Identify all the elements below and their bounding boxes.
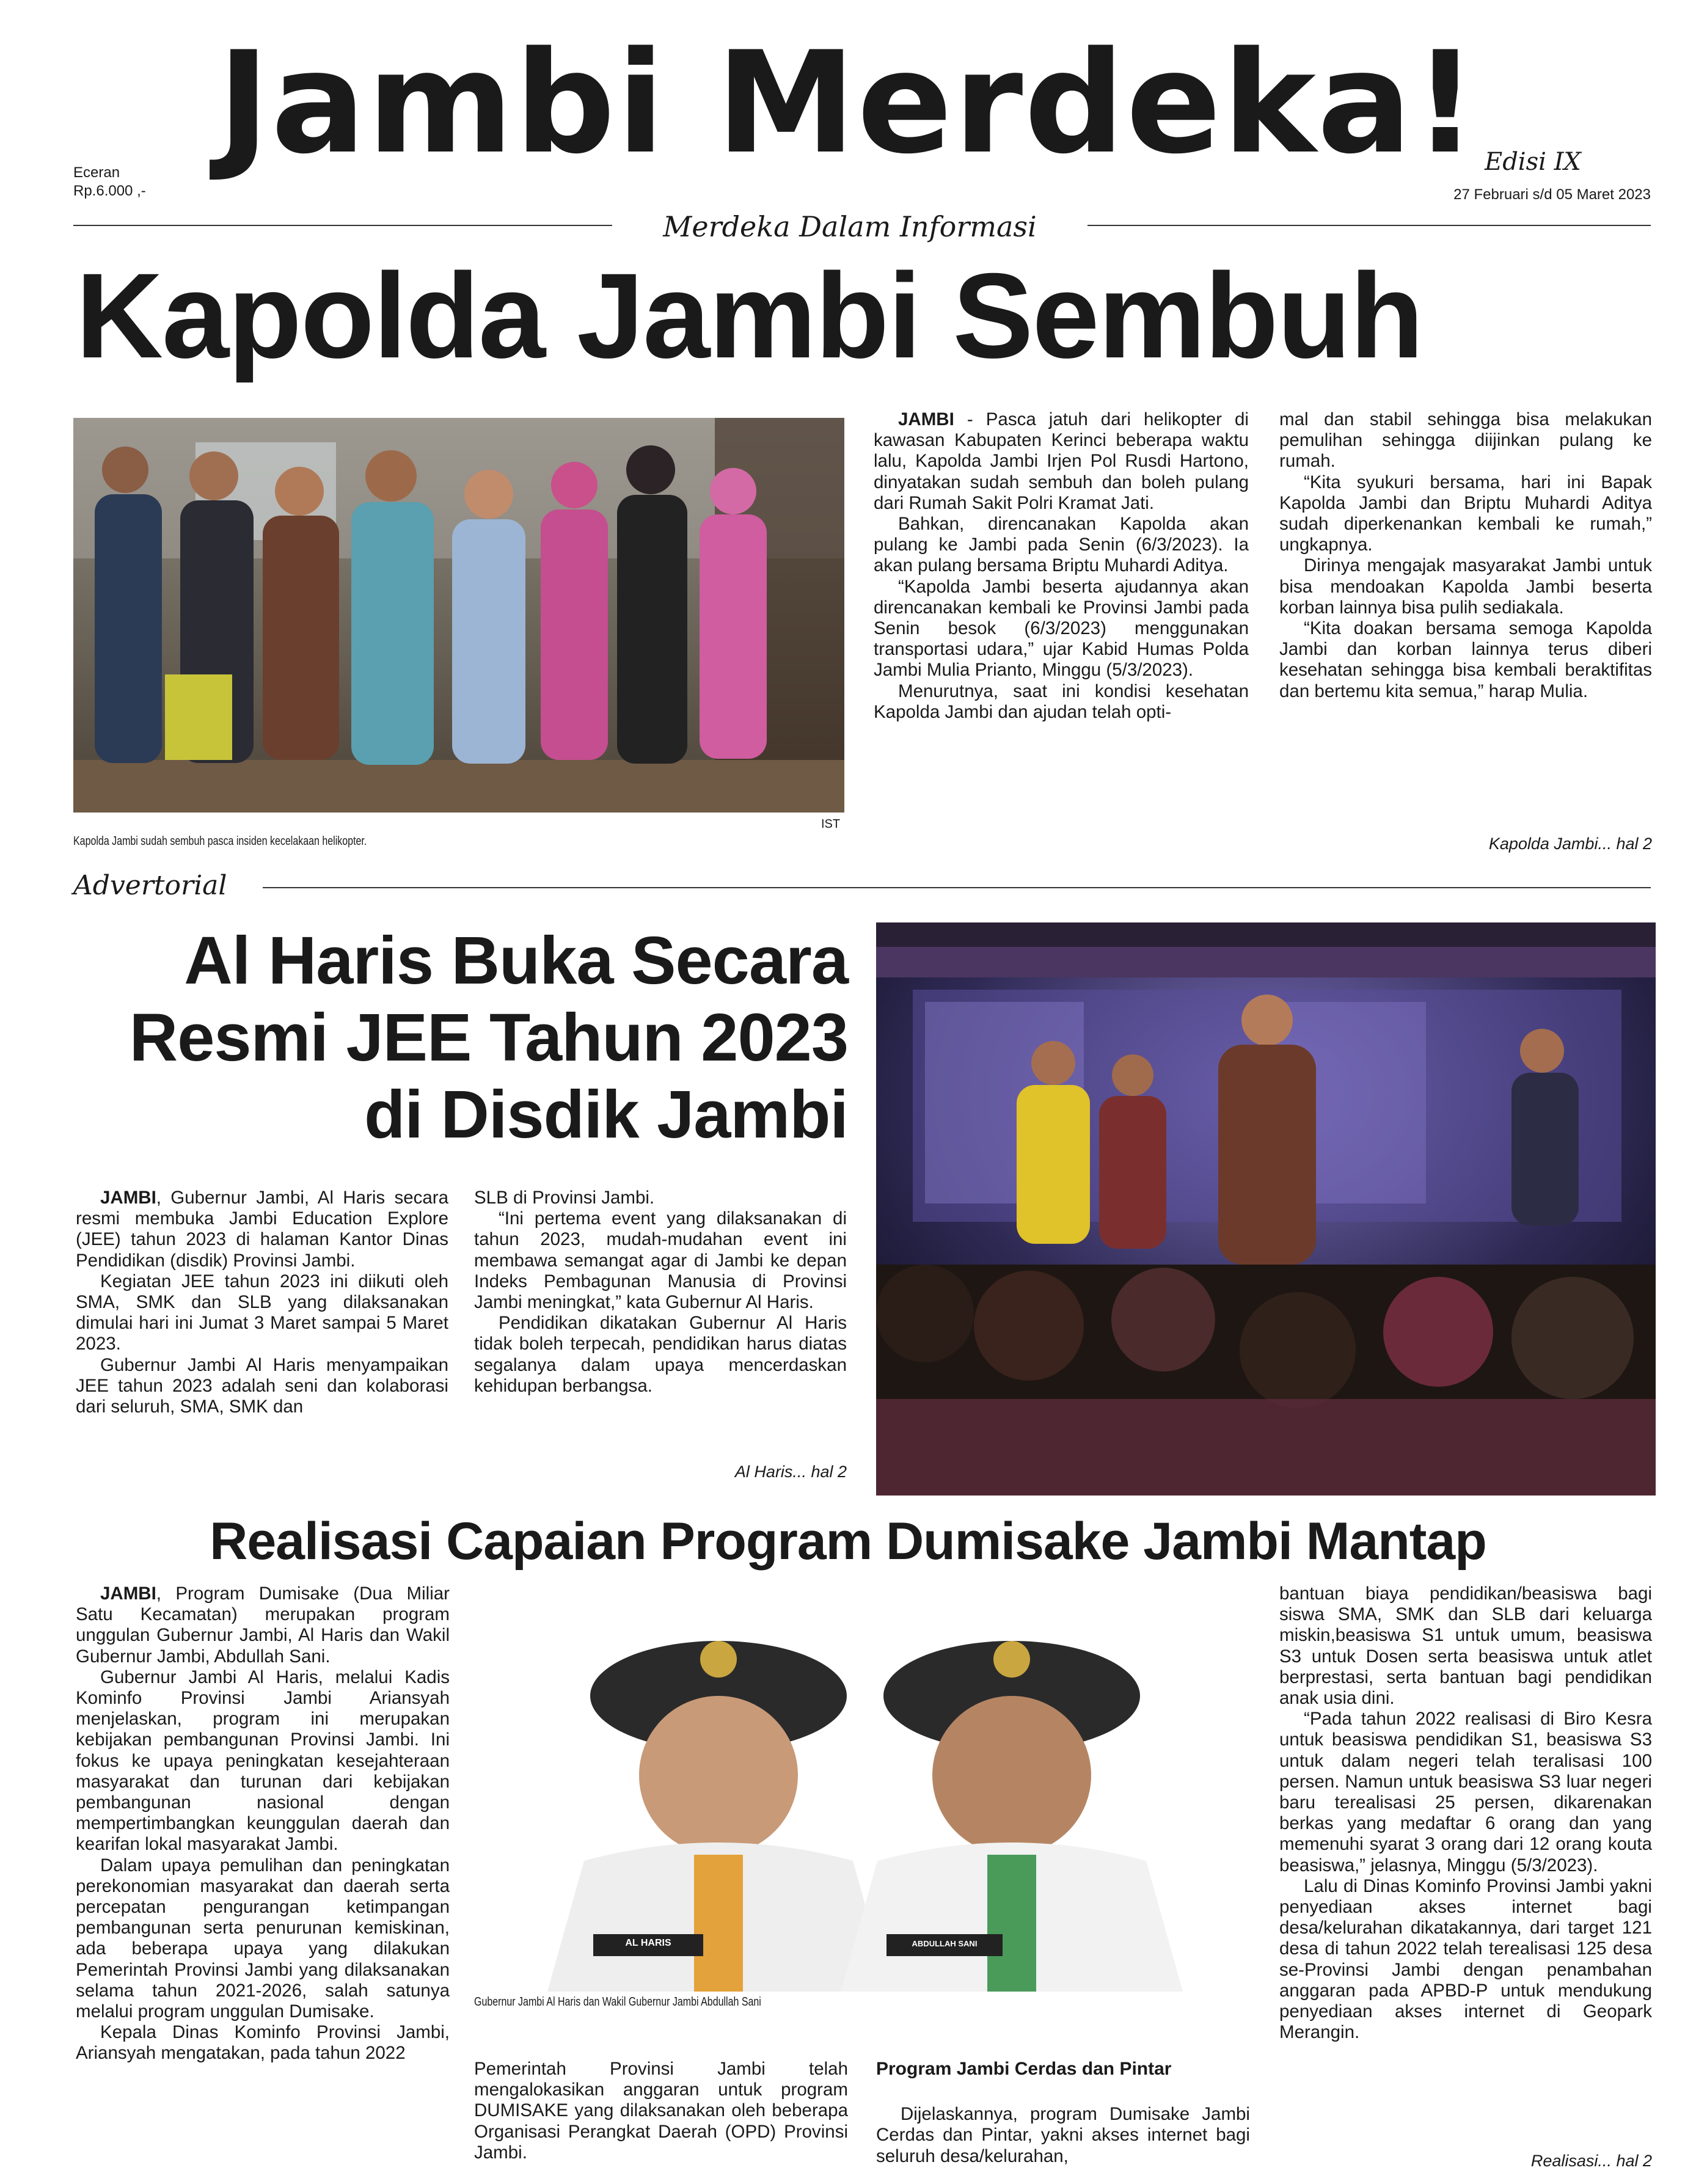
story2-headline: [73, 922, 848, 1153]
story1-col2-p4: “Kita doakan bersama semoga Kapolda Jambi dan korban lainnya terus diberi kesehatan sehingga bisa kembali beraktifitas dan bertemu kita semua,” harap Mulia.: [1279, 618, 1652, 701]
story3-col2-p1: Pemerintah Provinsi Jambi telah mengalokasikan anggaran untuk program DUMISAKE yang dilaksanakan oleh beberapa Organisasi Perangkat Daerah (OPD) Provinsi Jambi.: [474, 2059, 848, 2163]
story3-subhead: Program Jambi Cerdas dan Pintar: [876, 2059, 1172, 2079]
story1-col1-p1: - Pasca jatuh dari helikopter di kawasan Kabupaten Kerinci beberapa waktu lalu, Kapolda Jambi Irjen Pol Rusdi Hartono, dinyatakan sudah sembuh dan boleh pulang dari Rumah Sakit Polri Kramat Jati.: [874, 409, 1249, 513]
story2-col2-p3: Pendidikan dikatakan Gubernur Al Haris tidak boleh terpecah, pendidikan harus diatas segalanya dalam upaya mencerdaskan kehidupan berbangsa.: [474, 1313, 847, 1396]
story1-col2: [1279, 409, 1652, 702]
story2-dateline: JAMBI: [100, 1188, 156, 1208]
story2-continued: Al Haris... hal 2: [734, 1463, 847, 1481]
date-range: 27 Februari s/d 05 Maret 2023: [1453, 186, 1651, 203]
story2-photo: [876, 922, 1656, 1496]
officials-portrait-illustration: [474, 1592, 1250, 1992]
story3-photo-caption: Gubernur Jambi Al Haris dan Wakil Gubernur Jambi Abdullah Sani: [474, 1995, 761, 2009]
story3-col1-p4: Kepala Dinas Kominfo Provinsi Jambi, Ariansyah mengatakan, pada tahun 2022: [76, 2022, 450, 2064]
group-photo-illustration: [73, 418, 844, 813]
story1-col2-p3: Dirinya mengajak masyarakat Jambi untuk bisa mendoakan Kapolda Jambi beserta korban lainnya bisa pulih sediakala.: [1279, 555, 1652, 618]
story3-photo: [474, 1592, 1250, 1992]
story3-col3: [876, 2059, 1250, 2167]
story3-col4: [1279, 1583, 1652, 2043]
story1-col1-p4: Menurutnya, saat ini kondisi kesehatan Kapolda Jambi dan ajudan telah opti-: [874, 681, 1249, 722]
story2-col2-p2: “Ini pertema event yang dilaksanakan di tahun 2023, mudah-mudahan event ini membawa semangat agar di Jambi ke depan Indeks Pembagunan Manusia di Provinsi Jambi meningkat,” kata Gubernur Al Haris.: [474, 1208, 847, 1313]
story1-photo-caption: Kapolda Jambi sudah sembuh pasca insiden kecelakaan helikopter.: [73, 835, 367, 848]
story3-col1-p1: , Program Dumisake (Dua Miliar Satu Kecamatan) merupakan program unggulan Gubernur Jambi, Al Haris dan Wakil Gubernur Jambi, Abdullah Sani.: [76, 1583, 450, 1667]
section-rule: [263, 887, 1651, 888]
story3-col4-p1: bantuan biaya pendidikan/beasiswa bagi siswa SMA, SMK dan SLB dari keluarga miskin,beasiswa S1 untuk umum, beasiswa S3 untuk Dosen serta beasiswa untuk atlet berprestasi, serta bantuan bagi pendidikan anak usia dini.: [1279, 1583, 1652, 1709]
story1-col1-p2: Bahkan, direncanakan Kapolda akan pulang ke Jambi pada Senin (6/3/2023). Ia akan pulang bersama Briptu Muhardi Aditya.: [874, 514, 1249, 576]
story2-headline-line3: di Disdik Jambi: [364, 1077, 848, 1152]
story3-headline: Realisasi Capaian Program Dumisake Jambi Mantap: [210, 1512, 1486, 1571]
story3-continued: Realisasi... hal 2: [1530, 2152, 1652, 2170]
story1-col1: [874, 409, 1249, 723]
story1-dateline: JAMBI: [898, 409, 954, 429]
tagline-rule-left: [73, 225, 612, 226]
story1-continued: Kapolda Jambi... hal 2: [1488, 835, 1652, 853]
story1-col2-p2: “Kita syukuri bersama, hari ini Bapak Kapolda Jambi dan Briptu Muhardi Aditya sudah diperkenankan kembali ke rumah,” ungkapnya.: [1279, 472, 1652, 555]
stage-event-illustration: [876, 922, 1656, 1496]
story3-col3-p1: Dijelaskannya, program Dumisake Jambi Cerdas dan Pintar, yakni akses internet bagi seluruh desa/kelurahan,: [876, 2104, 1250, 2166]
story3-col2: [474, 2059, 848, 2163]
name-tag-left: AL HARIS: [625, 1938, 671, 1948]
story3-dateline: JAMBI: [100, 1583, 156, 1604]
story1-photo-credit: IST: [821, 817, 841, 831]
tagline-rule-right: [1087, 225, 1651, 226]
story3-col1-p3: Dalam upaya pemulihan dan peningkatan perekonomian masyarakat dan daerah serta percepatan pengurangan ketimpangan pembangunan serta penurunan kemiskinan, ada beberapa upaya yang dilakukan Pemerintah Provinsi Jambi yang dilaksanakan selama tahun 2021-2026, salah satunya melalui program unggulan Dumisake.: [76, 1855, 450, 2022]
story2-col1: [76, 1188, 448, 1417]
story1-photo: [73, 418, 844, 813]
story3-col1: [76, 1583, 450, 2064]
story2-headline-line1: Al Haris Buka Secara: [184, 923, 848, 998]
story3-col4-p2: “Pada tahun 2022 realisasi di Biro Kesra untuk beasiswa pendidikan S1, beasiswa S3 untuk dalam negeri telah teralisasi 100 persen. Namun untuk beasiswa S3 luar negeri baru terealisasi 25 persen, dikarenakan berkas yang medaftar 6 orang dan yang memenuhi syarat 3 orang dari 12 orang kouta beasiswa,” jelasnya, Minggu (5/3/2023).: [1279, 1709, 1652, 1875]
story3-col4-p3: Lalu di Dinas Kominfo Provinsi Jambi yakni penyediaan akses internet bagi desa/kelurahan dikatakannya, dari target 121 desa di tahun 2022 telah terealisasi 125 desa se-Provinsi Jambi dengan penambahan anggaran pada APBD-P untuk mendukung penyediaan akses internet di Geopark Merangin.: [1279, 1875, 1652, 2043]
story2-col2: [474, 1188, 847, 1397]
story2-col1-p2: Kegiatan JEE tahun 2023 ini diikuti oleh SMA, SMK dan SLB yang dilaksanakan dimulai hari ini Jumat 3 Maret sampai 5 Maret 2023.: [76, 1271, 448, 1354]
edition: Edisi IX: [1485, 148, 1581, 176]
story2-col1-p3: Gubernur Jambi Al Haris menyampaikan JEE tahun 2023 adalah seni dan kolaborasi dari seluruh, SMA, SMK dan: [76, 1354, 448, 1417]
story1-col1-p3: “Kapolda Jambi beserta ajudannya akan direncanakan kembali ke Provinsi Jambi pada Senin besok (6/3/2023) menggunakan transportasi udara,” ujar Kabid Humas Polda Jambi Mulia Prianto, Minggu (5/3/2023).: [874, 576, 1249, 681]
name-tag-right: ABDULLAH SANI: [912, 1939, 978, 1948]
price: Rp.6.000 ,-: [73, 183, 146, 199]
story1-col2-p1: mal dan stabil sehingga bisa melakukan pemulihan sehingga diijinkan pulang ke rumah.: [1279, 409, 1652, 472]
price-label: Eceran: [73, 164, 120, 181]
tagline: Merdeka Dalam Informasi: [663, 210, 1037, 243]
story3-col1-p2: Gubernur Jambi Al Haris, melalui Kadis Kominfo Provinsi Jambi Ariansyah menjelaskan, program ini merupakan kebijakan pembangunan Provinsi Jambi. Ini fokus ke upaya peningkatan kesejahteraan masyarakat dan turunan dari kebijakan pembangunan nasional dengan mempertimbangkan keunggulan daerah dan kearifan lokal masyarakat Jambi.: [76, 1667, 450, 1855]
story1-headline: Kapolda Jambi Sembuh: [76, 248, 1423, 383]
masthead-title: Jambi Merdeka!: [217, 22, 1479, 185]
section-label: Advertorial: [73, 870, 227, 901]
story2-col1-p1: , Gubernur Jambi, Al Haris secara resmi membuka Jambi Education Explore (JEE) tahun 2023 di halaman Kantor Dinas Pendidikan (disdik) Provinsi Jambi.: [76, 1188, 448, 1271]
story2-col2-p1: SLB di Provinsi Jambi.: [474, 1188, 655, 1208]
story2-headline-line2: Resmi JEE Tahun 2023: [129, 1000, 848, 1075]
